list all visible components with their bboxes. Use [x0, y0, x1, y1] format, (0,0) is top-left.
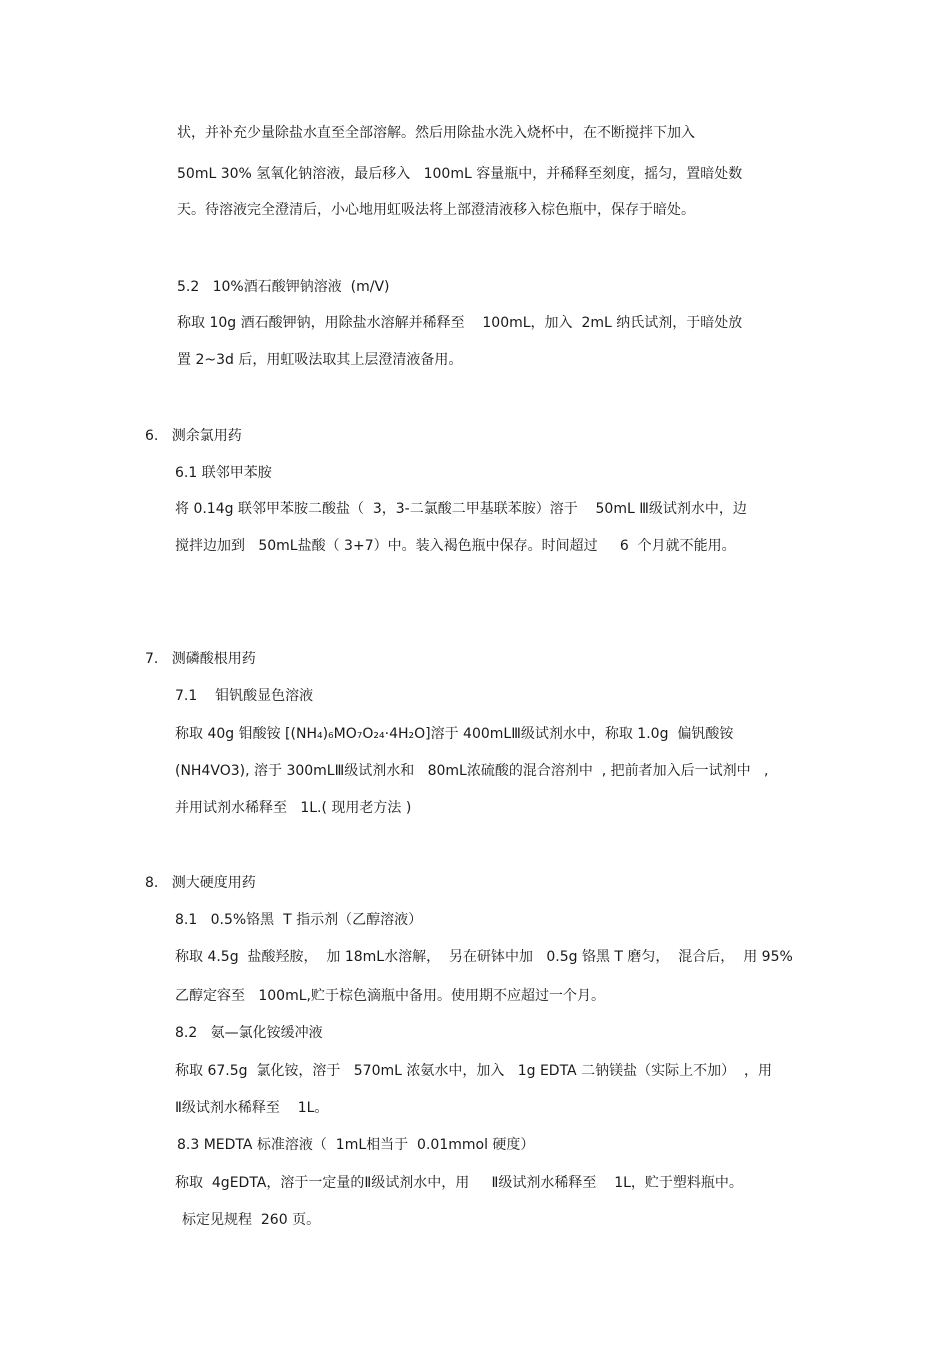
paragraph-line: 天。待溶液完全澄清后，小心地用虹吸法将上部澄清液移入棕色瓶中，保存于暗处。	[177, 202, 695, 218]
paragraph-line: 50mL 30% 氢氧化钠溶液，最后移入 100mL 容量瓶中，并稀释至刻度，摇匀，置暗处数	[177, 166, 743, 182]
subsection-heading: 6.1 联邻甲苯胺	[175, 465, 272, 481]
paragraph-line: 状，并补充少量除盐水直至全部溶解。然后用除盐水洗入烧杯中，在不断搅拌下加入	[177, 125, 695, 141]
paragraph-line: 乙醇定容至 100mL,贮于棕色滴瓶中备用。使用期不应超过一个月。	[175, 988, 605, 1004]
subsection-heading: 8.3 MEDTA 标准溶液（ 1mL相当于 0.01mmol 硬度）	[177, 1137, 535, 1153]
paragraph-line: 称取 4.5g 盐酸羟胺， 加 18mL水溶解， 另在研钵中加 0.5g 铬黑 T 磨匀， 混合后， 用 95%	[175, 949, 793, 965]
paragraph-line: 置 2~3d 后，用虹吸法取其上层澄清液备用。	[177, 352, 463, 368]
paragraph-line: 并用试剂水稀释至 1L.( 现用老方法 )	[175, 800, 412, 816]
subsection-heading: 8.2 氨—氯化铵缓冲液	[175, 1025, 323, 1041]
section-heading: 6. 测余氯用药	[145, 428, 242, 444]
section-heading: 8. 测大硬度用药	[145, 875, 256, 891]
paragraph-line: 称取 67.5g 氯化铵，溶于 570mL 浓氨水中，加入 1g EDTA 二钠镁盐（实际上不加） ，用	[175, 1063, 772, 1079]
subsection-heading: 8.1 0.5%铬黑 T 指示剂（乙醇溶液）	[175, 912, 423, 928]
paragraph-line: 称取 40g 钼酸铵 [(NH₄)₆MO₇O₂₄·4H₂O]溶于 400mLⅢ级试剂水中，称取 1.0g 偏钒酸铵	[175, 726, 734, 742]
section-heading: 7. 测磷酸根用药	[145, 651, 256, 667]
paragraph-line: 将 0.14g 联邻甲苯胺二酸盐（ 3，3-二氯酸二甲基联苯胺）溶于 50mL Ⅲ级试剂水中，边	[175, 501, 747, 517]
paragraph-line: Ⅱ级试剂水稀释至 1L。	[175, 1100, 329, 1116]
paragraph-line: (NH4VO3), 溶于 300mLⅢ级试剂水和 80mL浓硫酸的混合溶剂中 , 把前者加入后一试剂中 ,	[175, 763, 769, 779]
section-heading: 5.2 10%酒石酸钾钠溶液 (m/V)	[177, 279, 390, 295]
paragraph-line: 称取 4gEDTA，溶于一定量的Ⅱ级试剂水中，用 Ⅱ级试剂水稀释至 1L，贮于塑料瓶中。	[175, 1175, 743, 1191]
paragraph-line: 称取 10g 酒石酸钾钠，用除盐水溶解并稀释至 100mL，加入 2mL 纳氏试剂，于暗处放	[177, 315, 743, 331]
paragraph-line: 搅拌边加到 50mL盐酸（ 3+7）中。装入褐色瓶中保存。时间超过 6 个月就不能用。	[175, 538, 736, 554]
paragraph-line: 标定见规程 260 页。	[182, 1212, 321, 1228]
subsection-heading: 7.1 钼钒酸显色溶液	[175, 688, 314, 704]
